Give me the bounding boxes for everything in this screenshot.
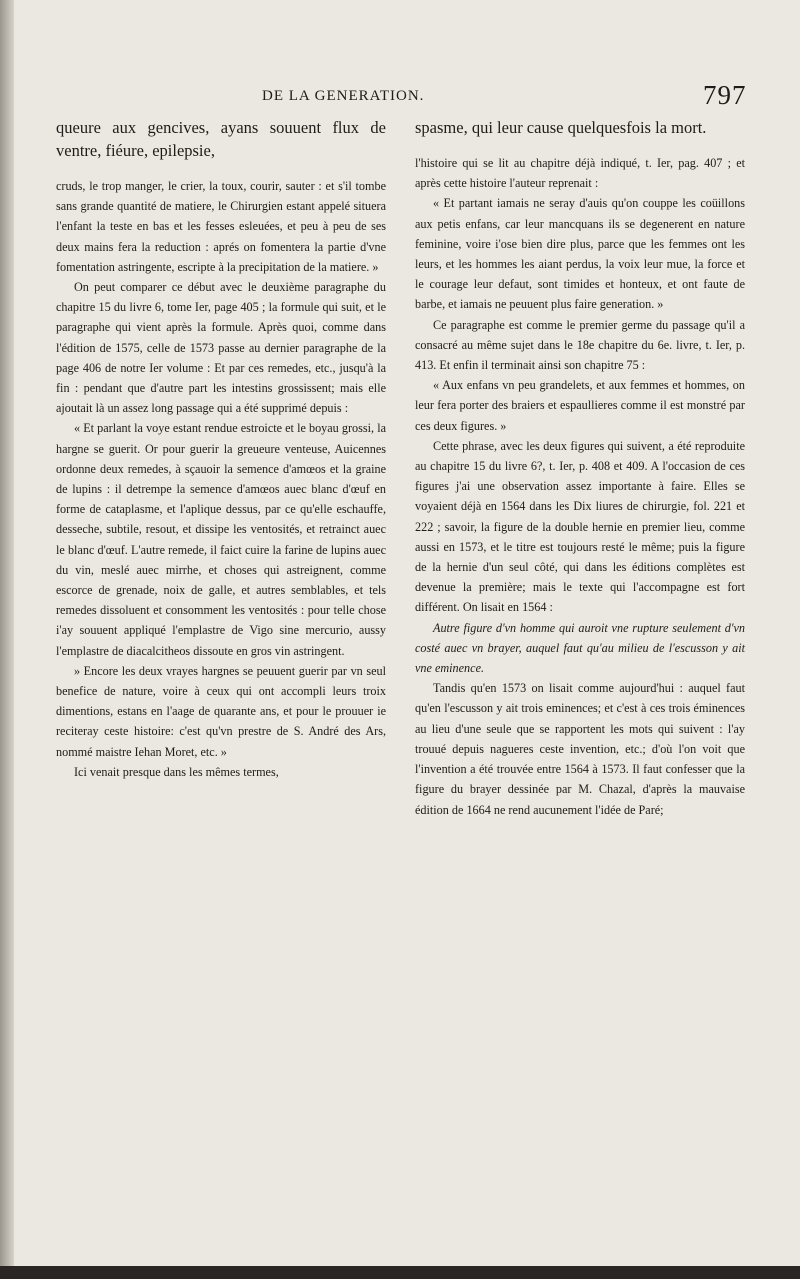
page-number: 797 xyxy=(703,80,747,110)
left-lead-text: queure aux gencives, ayans souuent flux de ventre, fiéure, epilepsie, xyxy=(56,118,386,160)
page-bottom-edge xyxy=(0,1266,800,1279)
right-paragraph-4: « Aux enfans vn peu grandelets, et aux femmes et hommes, on leur fera porter des braiers et espaullieres comme il est monstré par ces deux figures. » xyxy=(415,378,745,433)
right-paragraph-7: Tandis qu'en 1573 on lisait comme aujourd'hui : auquel faut qu'en l'escusson y ait trois eminences; et c'est à ces trois éminences au lieu d'une seule que se rapportent les mots qui suivent : l'ay trouué depuis nagueres ceste invention, etc.; d'où l'on voit que l'invention a été trouvée entre 1564 à 1573. Il faut confesser que la figure du brayer dessinée par M. Chazal, d'après la mauvaise édition de 1664 ne rend aucunement l'idée de Paré; xyxy=(415,681,745,817)
left-paragraph-3: « Et parlant la voye estant rendue estroicte et le boyau grossi, la hargne se guerit. Or pour guerir la greueure venteuse, Auicennes ordonne deux remedes, à sçauoir la semence d'amœos et la graine de lupins : il detrempe la semence d'amœos auec blanc d'œuf en forme de cataplasme, et l'aplique dessus, par ce qu'elle eschauffe, desseche, subtile, resout, et dissipe les ventosités, et retrainct auec le blanc d'œuf. L'autre remede, il faict cuire la farine de lupins auec du vin, meslé auec mirrhe, et choses qui astreignent, comme escorce de grenade, noix de galle, et autres semblables, et tels remedes dissoluent et consomment les ventosités : pour telle chose i'ay souuent appliqué l'emplastre de Vigo sine mercurio, aussy l'emplastre de diacalcitheos dissoute en gros vin astringent. xyxy=(56,421,386,658)
left-paragraph-5: Ici venait presque dans les mêmes termes, xyxy=(74,764,279,779)
left-paragraph-2: On peut comparer ce début avec le deuxième paragraphe du chapitre 15 du livre 6, tome Ier, page 405 ; la formule qui suit, et le paragraphe qui vient après la formule. Après quoi, comme dans l'édition de 1575, celle de 1573 passe au dernier paragraphe de la page 406 de notre Ier volume : Et par ces remedes, etc., jusqu'à la fin : pendant que d'autre part les intestins grossissent; mais elle ajoutait là un assez long passage qui a été supprimé depuis : xyxy=(56,280,386,416)
right-lead-text: spasme, qui leur cause quelquesfois la mort. xyxy=(415,118,707,137)
right-paragraph-3: Ce paragraphe est comme le premier germe du passage qu'il a consacré au même sujet dans le 18e chapitre du 6e. livre, t. Ier, p. 413. Et enfin il terminait ainsi son chapitre 75 : xyxy=(415,317,745,373)
page-spine-shadow xyxy=(0,0,14,1279)
right-paragraph-6-italic-quote: Autre figure d'vn homme qui auroit vne rupture seulement d'vn costé auec vn brayer, auquel faut qu'au milieu de l'escusson y ait vne eminence. xyxy=(415,620,745,676)
left-column xyxy=(56,116,386,782)
left-paragraph-4: » Encore les deux vrayes hargnes se peuuent guerir par vn seul benefice de nature, voire à ceux qui ont accompli leurs troix dimentions, estans en l'aage de quarante ans, et pour le prouuer ie reciteray ceste histoire: c'est qu'vn prestre de S. André des Ars, nommé maistre Iehan Moret, etc. » xyxy=(56,663,386,759)
right-paragraph-1: l'histoire qui se lit au chapitre déjà indiqué, t. Ier, pag. 407 ; et après cette histoire l'auteur reprenait : xyxy=(415,156,745,191)
right-paragraph-5: Cette phrase, avec les deux figures qui suivent, a été reproduite au chapitre 15 du livre 6?, t. Ier, p. 408 et 409. A l'occasion de ces figures j'ai une observation assez importante à faire. Elles se voyaient déjà en 1564 dans les Dix liures de chirurgie, fol. 221 et 222 ; savoir, la figure de la double hernie en premier lieu, comme aussi en 1573, et le titre est toujours resté le même; puis la figure de la hernie d'un seul côté, qui dans les éditions complètes est devenue la première; mais le texte qui l'accompagne est fort différent. On lisait en 1564 : xyxy=(415,438,745,615)
page-header xyxy=(0,80,800,120)
right-column xyxy=(415,116,745,820)
left-paragraph-1: cruds, le trop manger, le crier, la toux, courir, sauter : et s'il tombe sans grande quantité de matiere, le Chirurgien estant appelé situera l'enfant la teste en bas et les fesses esleuées, et peu à peu de ses deux mains fera la reduction : aprés on fomentera la partie d'vne fomentation astringente, escripte à la precipitation de la matiere. » xyxy=(56,179,386,274)
right-paragraph-2: « Et partant iamais ne seray d'auis qu'on couppe les coüillons aux petis enfans, car leur mancquans ils se degenerent en nature feminine, voire i'ose bien dire plus, parce que les femmes ont les leurs, et les hommes les aiant perdus, la voix leur mue, la force et le courage leur defaut, sont timides et honteux, et ont faute de barbe, et iamais ne peuuent plus faire generation. » xyxy=(415,196,745,312)
running-title: DE LA GENERATION. xyxy=(262,88,425,104)
